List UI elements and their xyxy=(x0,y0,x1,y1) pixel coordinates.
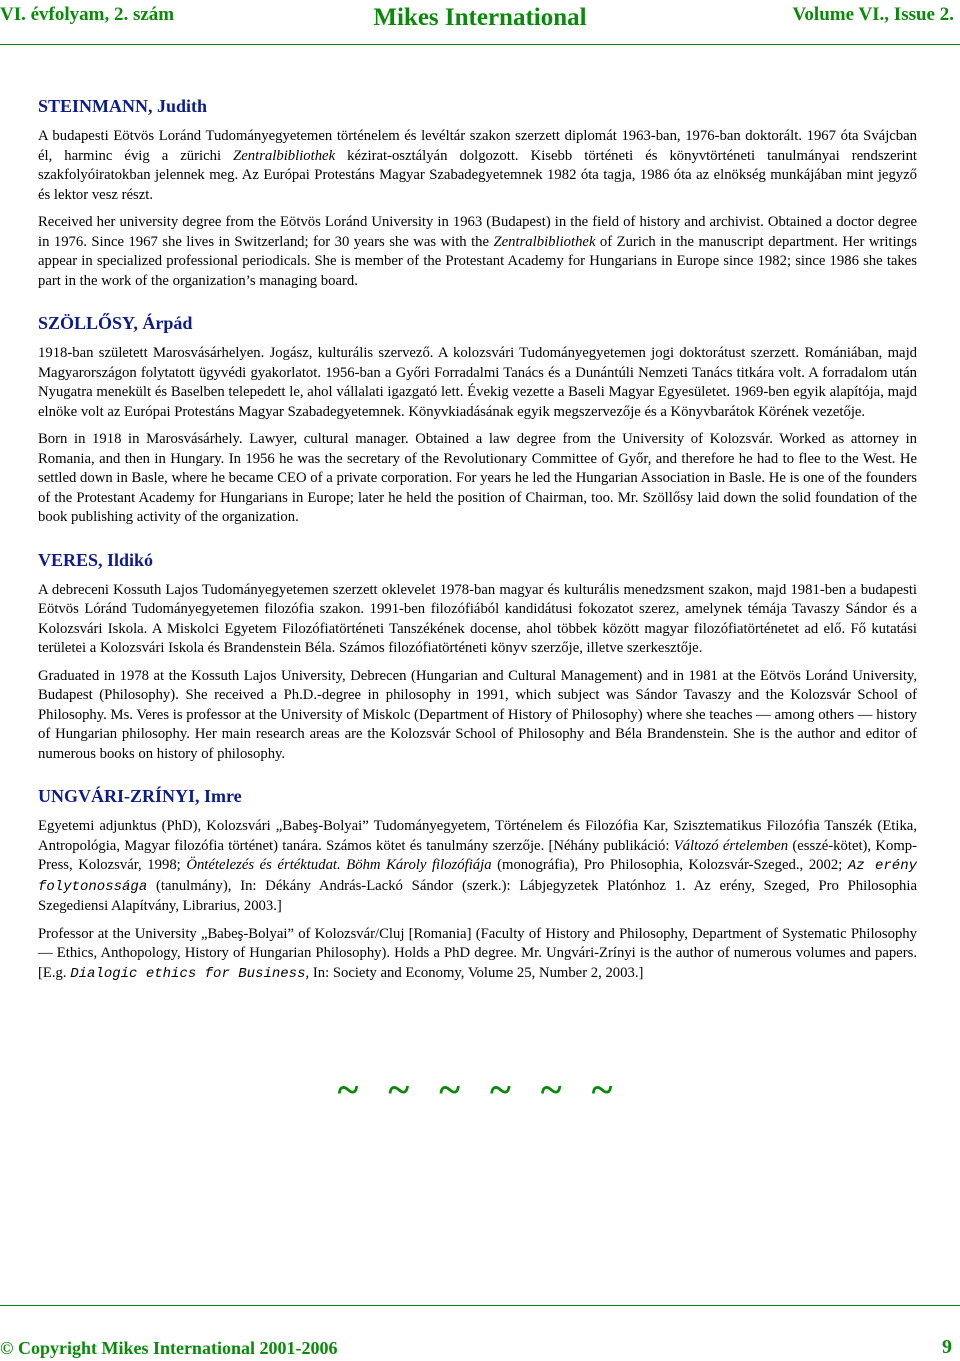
bio-ungvari-zrinyi xyxy=(38,786,917,984)
biographies xyxy=(38,96,917,1006)
header-issue-english: Volume VI., Issue 2. xyxy=(792,4,954,25)
bio-name: STEINMANN, Judith xyxy=(38,96,208,116)
bio-szollosy xyxy=(38,313,917,528)
bio-text-english: Born in 1918 in Marosvásárhely. Lawyer, cultural manager. Obtained a law degree from the University of Kolozsvár. Worked as attorney in Romania, and then in Hungary. In 1956 he was the secretary of the Revolutionary Committee of Győr, and therefore he had to flee to the West. He settled down in Basle, where he became CEO of a private corporation. For years he led the Hungarian Association in Basle. He is one of the founders of the Protestant Academy for Hungarians in Europe; later he held the position of Chairman, too. Mr. Szöllősy laid down the solid foundation of the book publishing activity of the organization. xyxy=(38,431,917,525)
header-journal-title: Mikes International xyxy=(373,4,587,31)
header-divider xyxy=(0,44,960,45)
header-issue-hungarian: VI. évfolyam, 2. szám xyxy=(0,4,175,25)
bio-text-english: Received her university degree from the Eötvös Loránd University in 1963 (Budapest) in the field of history and archivist. Obtained a doctor degree in 1976. Since 1967 she lives in Switzerland; for 30 years she was with the Zentralbibliothek of Zurich in the manuscript department. Her writings appear in specialized professional periodicals. She is member of the Protestant Academy for Hungarians in Europe since 1982; since 1986 she takes part in the work of the organization’s managing board. xyxy=(38,214,917,289)
bio-name: SZÖLLŐSY, Árpád xyxy=(38,313,193,333)
page-header xyxy=(0,0,960,44)
bio-name: UNGVÁRI-ZRÍNYI, Imre xyxy=(38,786,242,806)
footer-copyright: © Copyright Mikes International 2001-2006 xyxy=(0,1338,338,1358)
bio-text-english: Graduated in 1978 at the Kossuth Lajos University, Debrecen (Hungarian and Cultural Management) and in 1981 at the Eötvös Loránd University, Budapest (Philosophy). She received a Ph.D.-degree in philosophy in 1991, which subject was Sándor Tavaszy and the Kolozsvár School of Philosophy. Ms. Veres is professor at the University of Miskolc (Department of History of Philosophy) where she teaches — among others — history of Hungarian philosophy. Her main research areas are the Kolozsvár School of Philosophy and Béla Brandenstein. She is the author and editor of numerous books on history of philosophy. xyxy=(38,667,917,762)
bio-text-english: Professor at the University „Babeş-Bolyai” of Kolozsvár/Cluj [Romania] (Faculty of History and Philosophy, Department of Systematic Philosophy — Ethics, Anthopology, History of Hungarian Philosophy). Holds a PhD degree. Mr. Ungvári-Zrínyi is the author of numerous volumes and papers. [E.g. Dialogic ethics for Business, In: Society and Economy, Volume 25, Number 2, 2003.] xyxy=(38,925,917,982)
page-number: 9 xyxy=(942,1336,952,1358)
bio-text-hungarian: A budapesti Eötvös Loránd Tudományegyetemen történelem és levéltár szakon szerzett diplomát 1963-ban, 1976-ban doktorált. 1967 óta Svájcban él, harminc évig a zürichi Zentralbibliothek kézirat-osztályán dolgozott. Kisebb történeti és könyvtörténeti tanulmányai rendszerint szakfolyóiratokban jelennek meg. Az Európai Protestáns Magyar Szabadegyetemnek 1982 óta tagja, 1986 óta az elnökség munkájában mint jegyző és lektor vesz részt. xyxy=(38,128,918,203)
bio-name: VERES, Ildikó xyxy=(38,549,154,570)
bio-text-hungarian: A debreceni Kossuth Lajos Tudományegyetemen szerzett oklevelet 1978-ban magyar és kulturális menedzsment szakon, majd 1981-ben a budapesti Eötvös Lóránd Tudományegyetemen filozófia szakon. 1991-ben filozófiából kandidátusi fokozatot szerez, amelynek témája Tavaszy Sándor és a Kolozsvári Iskola. A Miskolci Egyetem Filozófiatörténeti Tanszékének docense, ahol többek között magyar filozófiatörténetet ad elő. Fő kutatási területei a Kolozsvári Iskola és Brandenstein Béla. Számos filozófiatörténeti könyv szerzője, illetve szerkesztője. xyxy=(38,581,917,656)
bio-veres xyxy=(38,550,917,765)
bio-steinmann xyxy=(38,96,917,291)
footer-divider xyxy=(0,1305,960,1306)
bio-text-hungarian: 1918-ban született Marosvásárhelyen. Jogász, kulturális szervező. A kolozsvári Tudományegyetemen jogi doktorátust szerzett. Romániában, majd Magyarországon folytatott ügyvédi gyakorlatot. 1956-ban a Győri Forradalmi Tanács és a Dunántúli Nemzeti Tanács titkára volt. A forradalom után Nyugatra menekült és Baselben telepedett le, ahol vállalati igazgató lett. Évekig vezette a Baseli Magyar Egyesületet. 1969-ben egyik alapítója, majd elnöke volt az Európai Protestáns Magyar Szabadegyetemnek. Könyvkiadásának egyik megszervezője és a Könyvbarátok Körének vezetője. xyxy=(38,345,917,420)
bio-text-hungarian: Egyetemi adjunktus (PhD), Kolozsvári „Babeş-Bolyai” Tudományegyetem, Történelem és Filozófia Kar, Szisztematikus Filozófia Tanszék (Etika, Antropológia, Magyar filozófia történet) tanára. Számos kötet és tanulmány szerzője. [Néhány publikáció: Változó értelemben (esszé-kötet), Komp-Press, Kolozsvár, 1998; Öntételezés és értéktudat. Böhm Károly filozófiája (monográfia), Pro Philosophia, Kolozsvár-Szeged., 2002; Az erény folytonossága (tanulmány), In: Dékány András-Lackó Sándor (szerk.): Lábjegyzetek Platónhoz 1. Az erény, Szeged, Pro Philosophia Szegediensi Alapítvány, Librarius, 2003.] xyxy=(38,818,918,914)
section-end-ornament: ~ ~ ~ ~ ~ ~ xyxy=(337,1067,623,1112)
